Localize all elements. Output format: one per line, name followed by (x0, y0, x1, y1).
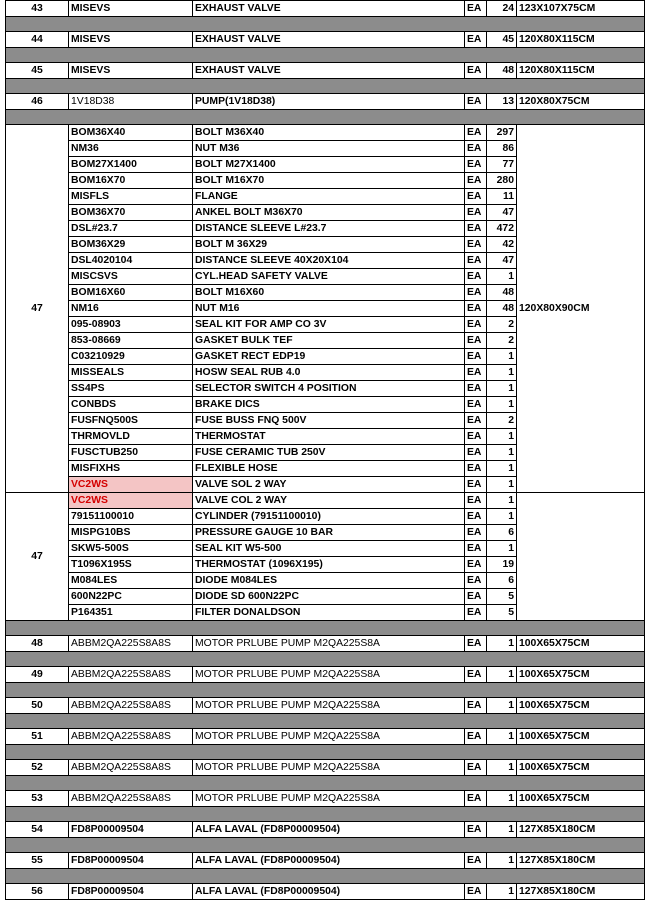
separator-cell (6, 776, 645, 791)
quantity-cell: 1 (487, 636, 517, 652)
separator-cell (6, 652, 645, 667)
description-cell: ANKEL BOLT M36X70 (193, 205, 465, 221)
description-cell: BOLT M16X70 (193, 173, 465, 189)
unit-cell: EA (465, 237, 487, 253)
separator-cell (6, 714, 645, 729)
item-code-cell: SKW5-500S (69, 541, 193, 557)
unit-cell: EA (465, 729, 487, 745)
quantity-cell: 472 (487, 221, 517, 237)
item-code-cell: 095-08903 (69, 317, 193, 333)
unit-cell: EA (465, 253, 487, 269)
item-code-cell: 1V18D38 (69, 94, 193, 110)
item-code-cell: BOM16X60 (69, 285, 193, 301)
separator-row (6, 48, 645, 63)
item-number-cell: 47 (6, 125, 69, 493)
table-row (6, 853, 645, 869)
unit-cell: EA (465, 667, 487, 683)
description-cell: CYLINDER (79151100010) (193, 509, 465, 525)
unit-cell: EA (465, 63, 487, 79)
description-cell: HOSW SEAL RUB 4.0 (193, 365, 465, 381)
separator-row (6, 745, 645, 760)
separator-cell (6, 79, 645, 94)
quantity-cell: 280 (487, 173, 517, 189)
unit-cell: EA (465, 822, 487, 838)
item-code-cell: ABBM2QA225S8A8S (69, 636, 193, 652)
item-number-cell: 55 (6, 853, 69, 869)
separator-cell (6, 48, 645, 63)
unit-cell: EA (465, 285, 487, 301)
dimension-cell: 100X65X75CM (517, 667, 645, 683)
dimension-cell: 127X85X180CM (517, 822, 645, 838)
item-code-cell: MISPG10BS (69, 525, 193, 541)
description-cell: MOTOR PRLUBE PUMP M2QA225S8A (193, 791, 465, 807)
description-cell: SELECTOR SWITCH 4 POSITION (193, 381, 465, 397)
quantity-cell: 1 (487, 269, 517, 285)
description-cell: DIODE M084LES (193, 573, 465, 589)
description-cell: FLEXIBLE HOSE (193, 461, 465, 477)
description-cell: THERMOSTAT (193, 429, 465, 445)
item-code-cell: FD8P00009504 (69, 822, 193, 838)
unit-cell: EA (465, 317, 487, 333)
item-code-cell: BOM36X70 (69, 205, 193, 221)
unit-cell: EA (465, 365, 487, 381)
table-row (6, 729, 645, 745)
unit-cell: EA (465, 445, 487, 461)
quantity-cell: 1 (487, 493, 517, 509)
unit-cell: EA (465, 884, 487, 900)
unit-cell: EA (465, 477, 487, 493)
unit-cell: EA (465, 397, 487, 413)
quantity-cell: 1 (487, 822, 517, 838)
item-number-cell: 54 (6, 822, 69, 838)
item-number-cell: 49 (6, 667, 69, 683)
description-cell: EXHAUST VALVE (193, 32, 465, 48)
quantity-cell: 19 (487, 557, 517, 573)
item-code-cell: CONBDS (69, 397, 193, 413)
description-cell: EXHAUST VALVE (193, 1, 465, 17)
description-cell: ALFA LAVAL (FD8P00009504) (193, 884, 465, 900)
table-row (6, 667, 645, 683)
item-number-cell: 46 (6, 94, 69, 110)
unit-cell: EA (465, 32, 487, 48)
item-code-cell: VC2WS (69, 493, 193, 509)
item-number-cell: 56 (6, 884, 69, 900)
description-cell: FUSE BUSS FNQ 500V (193, 413, 465, 429)
unit-cell: EA (465, 853, 487, 869)
quantity-cell: 297 (487, 125, 517, 141)
unit-cell: EA (465, 698, 487, 714)
description-cell: DISTANCE SLEEVE 40X20X104 (193, 253, 465, 269)
dimension-cell: 123X107X75CM (517, 1, 645, 17)
item-number-cell: 48 (6, 636, 69, 652)
unit-cell: EA (465, 525, 487, 541)
description-cell: NUT M16 (193, 301, 465, 317)
quantity-cell: 1 (487, 381, 517, 397)
item-code-cell: NM36 (69, 141, 193, 157)
dimension-cell: 100X65X75CM (517, 698, 645, 714)
dimension-cell: 120X80X115CM (517, 32, 645, 48)
separator-cell (6, 683, 645, 698)
item-code-cell: DSL#23.7 (69, 221, 193, 237)
table-row (6, 822, 645, 838)
item-code-cell: MISSEALS (69, 365, 193, 381)
description-cell: CYL.HEAD SAFETY VALVE (193, 269, 465, 285)
dimension-cell: 120X80X75CM (517, 94, 645, 110)
dimension-cell: 100X65X75CM (517, 729, 645, 745)
item-number-cell: 51 (6, 729, 69, 745)
separator-row (6, 79, 645, 94)
item-code-cell: BOM36X29 (69, 237, 193, 253)
quantity-cell: 47 (487, 205, 517, 221)
description-cell: BOLT M36X40 (193, 125, 465, 141)
description-cell: VALVE SOL 2 WAY (193, 477, 465, 493)
dimension-cell: 100X65X75CM (517, 760, 645, 776)
description-cell: DIODE SD 600N22PC (193, 589, 465, 605)
item-code-cell: MISFIXHS (69, 461, 193, 477)
quantity-cell: 1 (487, 853, 517, 869)
separator-row (6, 17, 645, 32)
table-row (6, 125, 645, 141)
quantity-cell: 1 (487, 884, 517, 900)
item-code-cell: MISFLS (69, 189, 193, 205)
table-row (6, 94, 645, 110)
separator-row (6, 838, 645, 853)
separator-row (6, 683, 645, 698)
quantity-cell: 6 (487, 573, 517, 589)
dimension-cell: 127X85X180CM (517, 853, 645, 869)
unit-cell: EA (465, 189, 487, 205)
item-number-cell: 52 (6, 760, 69, 776)
item-code-cell: T1096X195S (69, 557, 193, 573)
description-cell: FUSE CERAMIC TUB 250V (193, 445, 465, 461)
unit-cell: EA (465, 541, 487, 557)
item-number-cell: 50 (6, 698, 69, 714)
quantity-cell: 5 (487, 605, 517, 621)
item-code-cell: P164351 (69, 605, 193, 621)
unit-cell: EA (465, 509, 487, 525)
unit-cell: EA (465, 760, 487, 776)
quantity-cell: 48 (487, 301, 517, 317)
separator-row (6, 621, 645, 636)
description-cell: EXHAUST VALVE (193, 63, 465, 79)
quantity-cell: 1 (487, 698, 517, 714)
unit-cell: EA (465, 269, 487, 285)
unit-cell: EA (465, 1, 487, 17)
table-row (6, 1, 645, 17)
dimension-cell: 120X80X115CM (517, 63, 645, 79)
dimension-cell: 127X85X180CM (517, 884, 645, 900)
unit-cell: EA (465, 589, 487, 605)
separator-cell (6, 838, 645, 853)
description-cell: FILTER DONALDSON (193, 605, 465, 621)
dimension-cell: 120X80X90CM (517, 125, 645, 493)
separator-row (6, 869, 645, 884)
unit-cell: EA (465, 573, 487, 589)
description-cell: PUMP(1V18D38) (193, 94, 465, 110)
item-number-cell: 43 (6, 1, 69, 17)
separator-cell (6, 17, 645, 32)
unit-cell: EA (465, 413, 487, 429)
quantity-cell: 1 (487, 397, 517, 413)
quantity-cell: 77 (487, 157, 517, 173)
item-code-cell: C03210929 (69, 349, 193, 365)
quantity-cell: 86 (487, 141, 517, 157)
table-row (6, 493, 645, 509)
table-row (6, 636, 645, 652)
item-code-cell: ABBM2QA225S8A8S (69, 760, 193, 776)
unit-cell: EA (465, 636, 487, 652)
item-code-cell: VC2WS (69, 477, 193, 493)
quantity-cell: 1 (487, 791, 517, 807)
unit-cell: EA (465, 791, 487, 807)
quantity-cell: 24 (487, 1, 517, 17)
description-cell: BRAKE DICS (193, 397, 465, 413)
quantity-cell: 45 (487, 32, 517, 48)
item-code-cell: MISCSVS (69, 269, 193, 285)
item-code-cell: 853-08669 (69, 333, 193, 349)
quantity-cell: 1 (487, 477, 517, 493)
unit-cell: EA (465, 125, 487, 141)
separator-row (6, 652, 645, 667)
quantity-cell: 1 (487, 509, 517, 525)
table-row (6, 32, 645, 48)
unit-cell: EA (465, 205, 487, 221)
quantity-cell: 2 (487, 413, 517, 429)
quantity-cell: 48 (487, 285, 517, 301)
separator-cell (6, 621, 645, 636)
item-code-cell: ABBM2QA225S8A8S (69, 729, 193, 745)
quantity-cell: 42 (487, 237, 517, 253)
quantity-cell: 2 (487, 333, 517, 349)
unit-cell: EA (465, 333, 487, 349)
separator-row (6, 776, 645, 791)
item-number-cell: 47 (6, 493, 69, 621)
separator-cell (6, 745, 645, 760)
item-code-cell: ABBM2QA225S8A8S (69, 791, 193, 807)
unit-cell: EA (465, 557, 487, 573)
description-cell: MOTOR PRLUBE PUMP M2QA225S8A (193, 729, 465, 745)
dimension-cell: 100X65X75CM (517, 636, 645, 652)
item-code-cell: FUSCTUB250 (69, 445, 193, 461)
description-cell: BOLT M 36X29 (193, 237, 465, 253)
table-row (6, 63, 645, 79)
quantity-cell: 11 (487, 189, 517, 205)
quantity-cell: 1 (487, 349, 517, 365)
description-cell: BOLT M27X1400 (193, 157, 465, 173)
item-code-cell: MISEVS (69, 63, 193, 79)
unit-cell: EA (465, 157, 487, 173)
quantity-cell: 1 (487, 541, 517, 557)
item-code-cell: THRMOVLD (69, 429, 193, 445)
unit-cell: EA (465, 381, 487, 397)
description-cell: DISTANCE SLEEVE L#23.7 (193, 221, 465, 237)
quantity-cell: 1 (487, 445, 517, 461)
quantity-cell: 47 (487, 253, 517, 269)
separator-row (6, 807, 645, 822)
item-code-cell: MISEVS (69, 1, 193, 17)
dimension-cell: 100X65X75CM (517, 791, 645, 807)
description-cell: MOTOR PRLUBE PUMP M2QA225S8A (193, 698, 465, 714)
description-cell: GASKET RECT EDP19 (193, 349, 465, 365)
unit-cell: EA (465, 221, 487, 237)
unit-cell: EA (465, 173, 487, 189)
description-cell: NUT M36 (193, 141, 465, 157)
item-code-cell: NM16 (69, 301, 193, 317)
description-cell: ALFA LAVAL (FD8P00009504) (193, 822, 465, 838)
separator-cell (6, 807, 645, 822)
separator-cell (6, 869, 645, 884)
separator-row (6, 714, 645, 729)
table-row (6, 791, 645, 807)
description-cell: SEAL KIT W5-500 (193, 541, 465, 557)
description-cell: SEAL KIT FOR AMP CO 3V (193, 317, 465, 333)
separator-cell (6, 110, 645, 125)
item-code-cell: DSL4020104 (69, 253, 193, 269)
dimension-cell (517, 493, 645, 621)
description-cell: MOTOR PRLUBE PUMP M2QA225S8A (193, 636, 465, 652)
item-code-cell: M084LES (69, 573, 193, 589)
unit-cell: EA (465, 94, 487, 110)
description-cell: GASKET BULK TEF (193, 333, 465, 349)
table-row (6, 698, 645, 714)
quantity-cell: 1 (487, 365, 517, 381)
unit-cell: EA (465, 349, 487, 365)
description-cell: THERMOSTAT (1096X195) (193, 557, 465, 573)
item-code-cell: ABBM2QA225S8A8S (69, 698, 193, 714)
quantity-cell: 6 (487, 525, 517, 541)
item-code-cell: MISEVS (69, 32, 193, 48)
quantity-cell: 48 (487, 63, 517, 79)
item-number-cell: 45 (6, 63, 69, 79)
quantity-cell: 1 (487, 461, 517, 477)
item-number-cell: 44 (6, 32, 69, 48)
description-cell: FLANGE (193, 189, 465, 205)
quantity-cell: 5 (487, 589, 517, 605)
separator-row (6, 110, 645, 125)
unit-cell: EA (465, 429, 487, 445)
item-code-cell: 79151100010 (69, 509, 193, 525)
description-cell: MOTOR PRLUBE PUMP M2QA225S8A (193, 760, 465, 776)
unit-cell: EA (465, 301, 487, 317)
table-row (6, 760, 645, 776)
quantity-cell: 1 (487, 729, 517, 745)
item-code-cell: BOM16X70 (69, 173, 193, 189)
quantity-cell: 1 (487, 429, 517, 445)
unit-cell: EA (465, 461, 487, 477)
item-code-cell: FUSFNQ500S (69, 413, 193, 429)
item-code-cell: FD8P00009504 (69, 853, 193, 869)
quantity-cell: 13 (487, 94, 517, 110)
item-number-cell: 53 (6, 791, 69, 807)
quantity-cell: 1 (487, 760, 517, 776)
description-cell: MOTOR PRLUBE PUMP M2QA225S8A (193, 667, 465, 683)
description-cell: VALVE COL 2 WAY (193, 493, 465, 509)
item-code-cell: BOM36X40 (69, 125, 193, 141)
unit-cell: EA (465, 493, 487, 509)
description-cell: ALFA LAVAL (FD8P00009504) (193, 853, 465, 869)
item-code-cell: SS4PS (69, 381, 193, 397)
item-code-cell: ABBM2QA225S8A8S (69, 667, 193, 683)
packing-list-table (5, 0, 645, 900)
unit-cell: EA (465, 141, 487, 157)
table-row (6, 884, 645, 900)
item-code-cell: FD8P00009504 (69, 884, 193, 900)
quantity-cell: 1 (487, 667, 517, 683)
item-code-cell: BOM27X1400 (69, 157, 193, 173)
description-cell: BOLT M16X60 (193, 285, 465, 301)
description-cell: PRESSURE GAUGE 10 BAR (193, 525, 465, 541)
unit-cell: EA (465, 605, 487, 621)
item-code-cell: 600N22PC (69, 589, 193, 605)
quantity-cell: 2 (487, 317, 517, 333)
